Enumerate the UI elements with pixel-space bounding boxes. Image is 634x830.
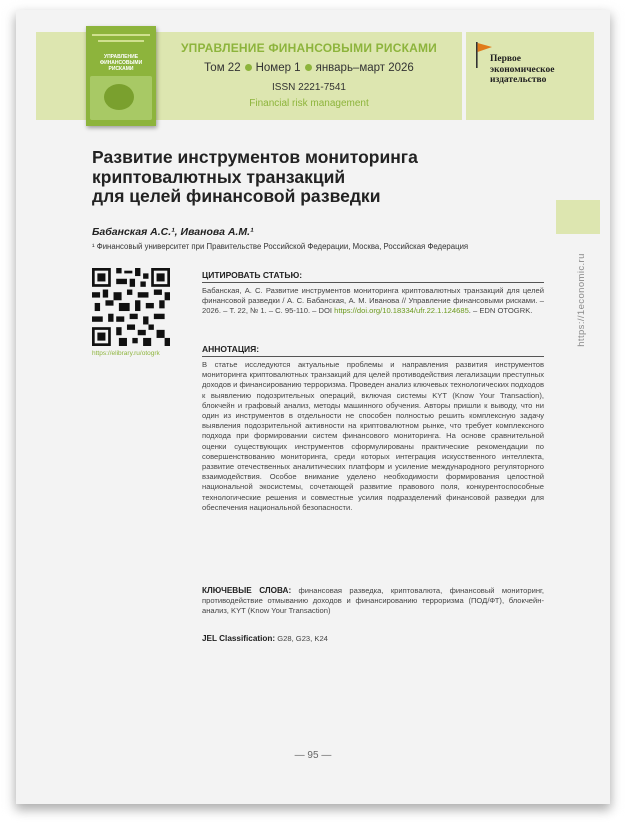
side-url[interactable]: https://1economic.ru	[576, 253, 587, 347]
journal-title-en: Financial risk management	[249, 98, 369, 109]
publisher-name	[490, 54, 580, 86]
qr-code[interactable]	[92, 268, 170, 346]
keywords-text: финансовая разведка, криптовалюта, финансовый мониторинг, противодействие отмыванию доходов и финансированию терроризма (ПОД/ФТ), блокчейн-анализ, KYT (Know Your Transaction)	[202, 586, 544, 616]
cover-line	[98, 40, 144, 42]
header-divider	[462, 32, 466, 120]
citation-part: Бабанская, А. С. Развитие инструментов мониторинга криптовалютных транзакций для целей финансовой разведки / А. С. Бабанская, А. М. Иванова // Управление финансовыми рисками. – 2026. – Т. 22, № 1. – С. 95-110. – DOI	[202, 286, 544, 316]
affiliation: ¹ Финансовый университет при Правительстве Российской Федерации, Москва, Российская Федерация	[92, 242, 469, 251]
keywords-heading: КЛЮЧЕВЫЕ СЛОВА:	[202, 586, 292, 595]
article-title	[92, 148, 552, 207]
publisher-line: издательство	[490, 75, 547, 85]
article-title-line: Развитие инструментов мониторинга	[92, 147, 418, 167]
keywords-block	[202, 586, 544, 617]
article-title-line: для целей финансовой разведки	[92, 186, 381, 206]
publisher-line: Первое	[490, 54, 521, 64]
jel-heading: JEL Classification:	[202, 634, 276, 643]
publisher-line: экономическое	[490, 64, 555, 75]
journal-page	[16, 10, 610, 804]
cover-title: УПРАВЛЕНИЕ ФИНАНСОВЫМИ РИСКАМИ	[99, 54, 143, 72]
bullet-icon	[305, 64, 312, 71]
jel-block	[202, 634, 544, 644]
issue-period: январь–март 2026	[315, 62, 414, 74]
issue-info	[168, 62, 450, 74]
side-tab	[556, 200, 600, 234]
citation-part: . – EDN OTOGRK.	[468, 306, 533, 316]
page-number: — 95 —	[294, 750, 332, 761]
authors: Бабанская А.С.¹, Иванова А.М.¹	[92, 226, 254, 238]
journal-cover-thumbnail[interactable]	[86, 26, 156, 126]
issn: ISSN 2221-7541	[272, 82, 346, 93]
cite-heading: ЦИТИРОВАТЬ СТАТЬЮ:	[202, 270, 544, 283]
qr-link[interactable]: https://elibrary.ru/otogrk	[92, 350, 160, 357]
issue-number: Номер 1	[255, 62, 301, 74]
jel-codes: G28, G23, K24	[277, 634, 328, 643]
journal-title: УПРАВЛЕНИЕ ФИНАНСОВЫМИ РИСКАМИ	[181, 41, 437, 55]
doi-link[interactable]: https://doi.org/10.18334/ufr.22.1.124685	[334, 306, 469, 316]
abstract-heading: АННОТАЦИЯ:	[202, 344, 544, 357]
bullet-icon	[245, 64, 252, 71]
volume: Том 22	[204, 62, 241, 74]
abstract-text: В статье исследуются актуальные проблемы и направления развития инструментов мониторинга криптовалютных транзакций для целей противодействия легализации преступных доходов и финансированию терроризма. Проведен анализ ключевых технологических подходов к выявлению подозрительных операций, включая системы KYT (Know Your Transaction), блокчейн и графовый анализ, методы машинного обучения. Авторы пришли к выводу, что ни один из инструментов в отдельности не способен полностью решить комплексную задачу выявления подозрительной активности на криптовалютном рынке, что требует комплексного подхода при формировании систем финансового мониторинга. На основе сравнительной оценки существующих инструментов сформулированы практические рекомендации по совершенствованию мониторинга, среди которых интеграция искусственного интеллекта, развитие отечественных аналитических платформ и усиление международного регуляторного взаимодействия. Особое внимание уделено необходимости формирования целостной национальной экосистемы, сочетающей развитие правового поля, конкурентоспособные технологические решения и совместные усилия подразделений финансовой разведки для обеспечения национальной безопасности.	[202, 360, 544, 512]
article-title-line: криптовалютных транзакций	[92, 166, 346, 187]
cover-line	[92, 34, 150, 36]
citation-text	[202, 286, 544, 317]
cover-art-shape	[104, 84, 134, 110]
